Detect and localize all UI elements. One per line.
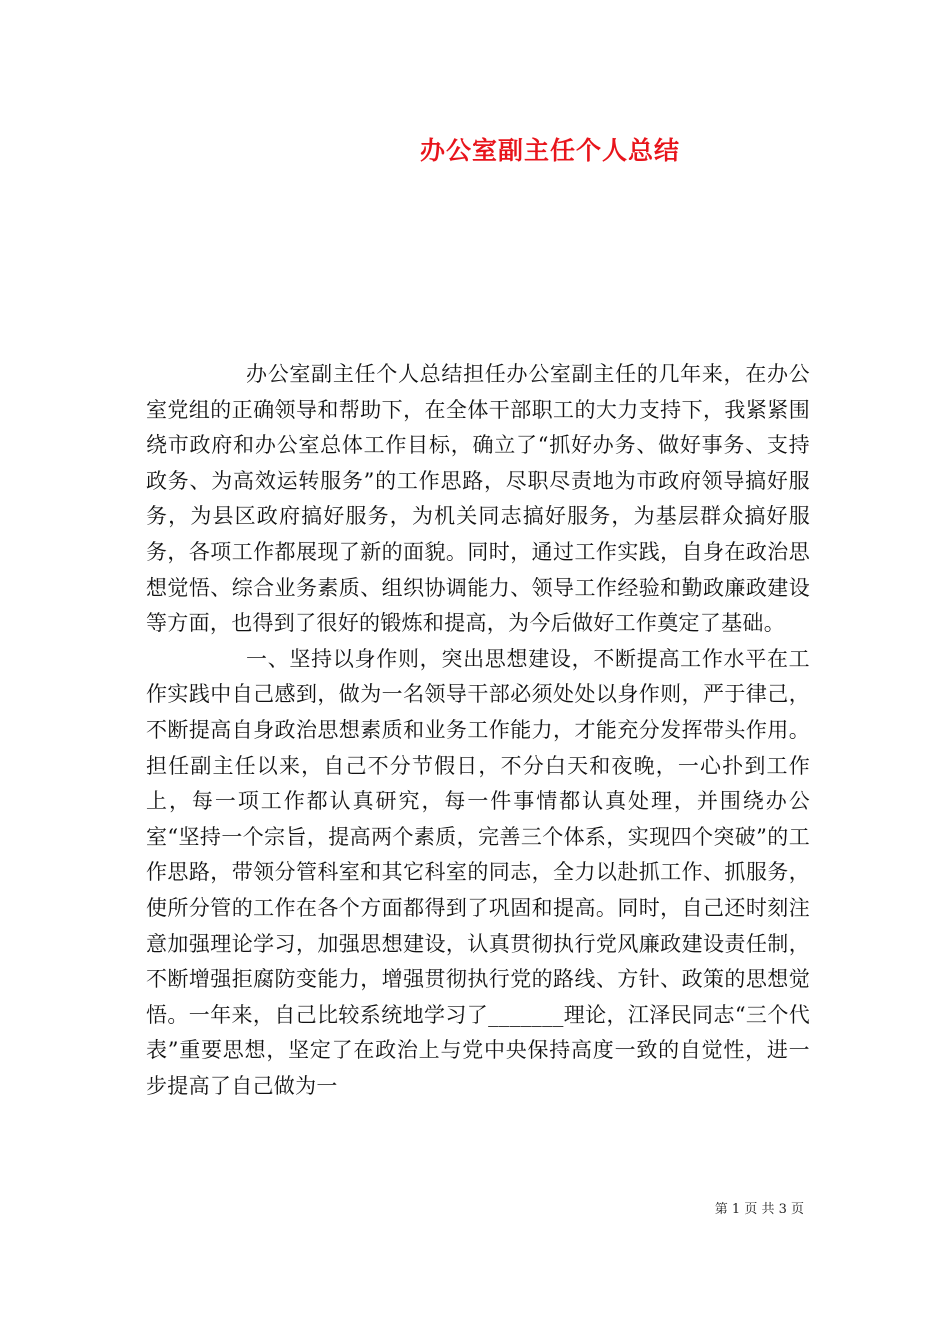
paragraph-intro: 办公室副主任个人总结担任办公室副主任的几年来，在办公室党组的正确领导和帮助下，在全体干部职工的大力支持下，我紧紧围绕市政府和办公室总体工作目标，确立了“抓好办务、做好事务、支持政务、为高效运转服务”的工作思路，尽职尽责地为市政府领导搞好服务，为县区政府搞好服务，为机关同志搞好服务，为基层群众搞好服务，各项工作都展现了新的面貌。同时，通过工作实践，自身在政治思想觉悟、综合业务素质、组织协调能力、领导工作经验和勤政廉政建设等方面，也得到了很好的锻炼和提高，为今后做好工作奠定了基础。 bbox=[146, 362, 810, 636]
paragraph-section-one: 一、坚持以身作则，突出思想建设，不断提高工作水平在工作实践中自己感到，做为一名领导干部必须处处以身作则，严于律己，不断提高自身政治思想素质和业务工作能力，才能充分发挥带头作用。担任副主任以来，自己不分节假日，不分白天和夜晚，一心扑到工作上，每一项工作都认真研究，每一件事情都认真处理，并围绕办公室“坚持一个宗旨，提高两个素质，完善三个体系，实现四个突破”的工作思路，带领分管科室和其它科室的同志，全力以赴抓工作、抓服务，使所分管的工作在各个方面都得到了巩固和提高。同时，自己还时刻注意加强理论学习，加强思想建设，认真贯彻执行党风廉政建设责任制，不断增强拒腐防变能力，增强贯彻执行党的路线、方针、政策的思想觉悟。一年来，自己比较系统地学习了_______理论，江泽民同志“三个代表”重要思想，坚定了在政治上与党中央保持高度一致的自觉性，进一步提高了自己做为一 bbox=[146, 646, 810, 1098]
document-body bbox=[146, 357, 810, 1104]
page-number-footer: 第 1 页 共 3 页 bbox=[714, 1202, 804, 1217]
document-title: 办公室副主任个人总结 bbox=[419, 136, 680, 165]
